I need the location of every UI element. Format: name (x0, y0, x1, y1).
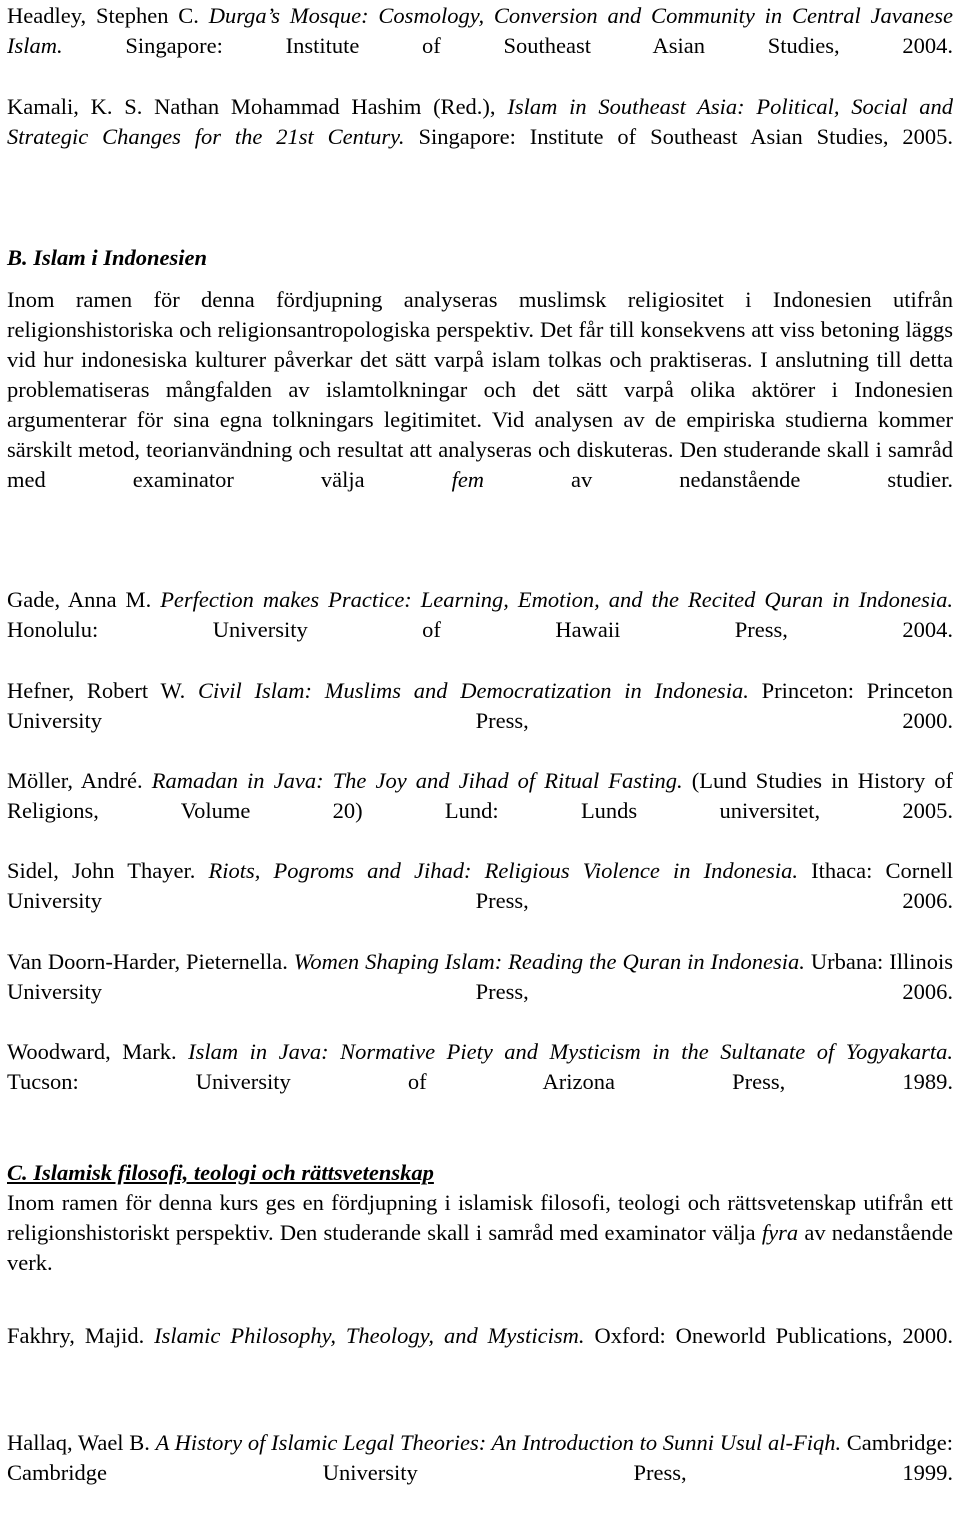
reference-publisher: Oxford: Oneworld Publications, 2000. (594, 1323, 954, 1348)
reference-publisher: Princeton: Princeton University Press, 2000. (7, 678, 954, 733)
reference-title: Ramadan in Java: The Joy and Jihad of Ritual Fasting. (151, 768, 683, 793)
reference-gade (7, 585, 953, 675)
reference-publisher: Tucson: University of Arizona Press, 1989. (7, 1069, 953, 1094)
reference-author: Sidel, John Thayer. (7, 858, 196, 883)
reference-author: Van Doorn-Harder, Pieternella. (7, 949, 288, 974)
section-b-intro: Inom ramen för denna fördjupning analyseras muslimsk religiositet i Indonesien utifrån religionshistoriska och religionsantropologiska perspektiv. Det får till konsekvens att viss betoning läggs vid hur indonesiska kulturer påverkar det sätt varpå islam tolkas och praktiseras. I anslutning till detta problematiseras mångfalden av islamtolkningar och det sätt varpå olika aktörer i Indonesien argumenterar för sina egna tolkningars legitimitet. Vid analysen av de empiriska studierna kommer särskilt metod, teorianvändning och resultat att analyseras och diskuteras. Den studerande skall i samråd med examinator välja fem av nedanstående studier. (7, 287, 954, 492)
reference-publisher: (Lund Studies in History of Religions, Volume 20) Lund: Lunds universitet, 2005. (7, 768, 954, 823)
reference-author: Kamali, K. S. Nathan Mohammad Hashim (Red.), (7, 94, 496, 119)
reference-van-doorn-harder (7, 947, 953, 1037)
reference-author: Fakhry, Majid. (7, 1323, 145, 1348)
section-c-heading: C. Islamisk filosofi, teologi och rättsvetenskap (7, 1160, 434, 1185)
reference-publisher: Cambridge: Cambridge University Press, 1999. (7, 1430, 954, 1485)
reference-hallaq (7, 1428, 953, 1518)
reference-sidel (7, 856, 953, 946)
reference-headley (7, 1, 953, 91)
reference-author: Woodward, Mark. (7, 1039, 177, 1064)
reference-kamali (7, 92, 953, 182)
reference-title: Islamic Philosophy, Theology, and Mysticism. (154, 1323, 585, 1348)
reference-title: Perfection makes Practice: Learning, Emotion, and the Recited Quran in Indonesia. (160, 587, 953, 612)
reference-title: Islam in Southeast Asia: Political, Social and Strategic Changes for the 21st Century. (7, 94, 954, 149)
reference-woodward (7, 1037, 953, 1127)
reference-author: Hallaq, Wael B. (7, 1430, 150, 1455)
reference-title: A History of Islamic Legal Theories: An Introduction to Sunni Usul al-Fiqh. (155, 1430, 842, 1455)
reference-author: Möller, André. (7, 768, 143, 793)
reference-author: Gade, Anna M. (7, 587, 152, 612)
reference-title: Riots, Pogroms and Jihad: Religious Violence in Indonesia. (208, 858, 798, 883)
section-b-heading: B. Islam i Indonesien (7, 245, 208, 270)
reference-title: Women Shaping Islam: Reading the Quran in Indonesia. (293, 949, 805, 974)
emphasis-fem: fem (451, 467, 485, 492)
reference-title: Islam in Java: Normative Piety and Mysticism in the Sultanate of Yogyakarta. (188, 1039, 954, 1064)
reference-title: Durga’s Mosque: Cosmology, Conversion and Community in Central Javanese Islam. (7, 3, 954, 58)
reference-fakhry (7, 1321, 953, 1381)
reference-hefner (7, 676, 953, 766)
reference-publisher: Urbana: Illinois University Press, 2006. (7, 949, 953, 1004)
reference-author: Hefner, Robert W. (7, 678, 186, 703)
section-c-intro: Inom ramen för denna kurs ges en fördjupning i islamisk filosofi, teologi och rättsvetenskap utifrån ett religionshistoriskt perspektiv. Den studerande skall i samråd med examinator välja fyra av nedanstående verk. (7, 1190, 953, 1275)
reference-publisher: Singapore: Institute of Southeast Asian Studies, 2004. (125, 33, 953, 58)
reference-title: Civil Islam: Muslims and Democratization in Indonesia. (198, 678, 749, 703)
reference-publisher: Honolulu: University of Hawaii Press, 2004. (7, 617, 953, 642)
reference-publisher: Singapore: Institute of Southeast Asian Studies, 2005. (418, 124, 953, 149)
reference-author: Headley, Stephen C. (7, 3, 199, 28)
reference-moller (7, 766, 953, 856)
reference-publisher: Ithaca: Cornell University Press, 2006. (7, 858, 953, 913)
emphasis-fyra: fyra (761, 1220, 799, 1245)
